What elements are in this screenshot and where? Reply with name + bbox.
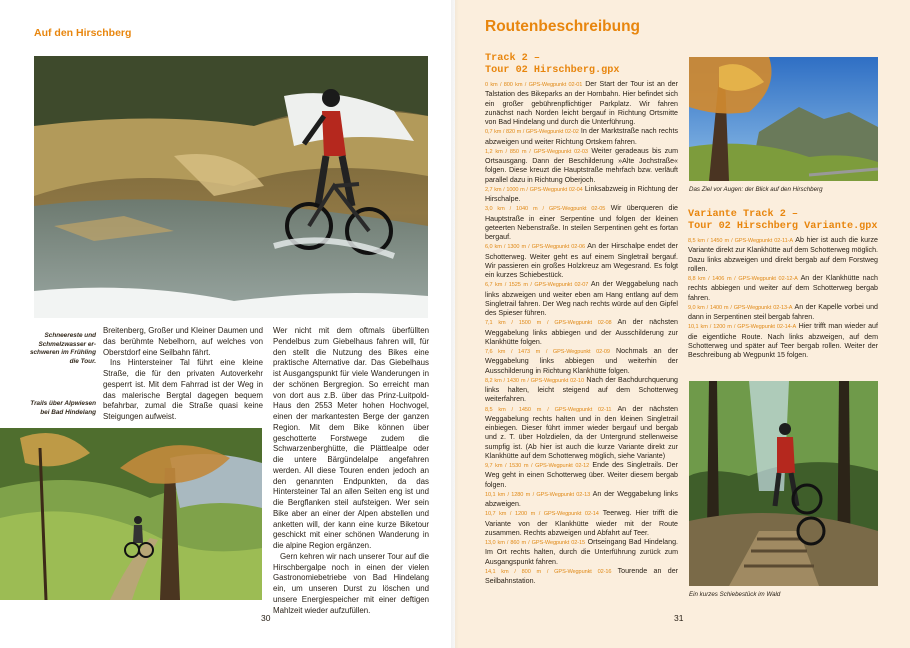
waypoint-entry [485, 204, 678, 242]
waypoint-entry [485, 509, 678, 538]
caption-trails [22, 400, 96, 417]
waypoint-entry [485, 567, 678, 587]
waypoint-text: Tourende an der Seilbahnstation. [485, 566, 678, 585]
track-title [485, 53, 695, 77]
waypoint-text: An der Weggabelung nach links abzweigen und weiter eben am Hang entlang auf dem Singletrail fahren. Der Weg nach rechts würde auf den Gipfel des Spieser führen. [485, 280, 678, 317]
waypoint-code: 1,2 km / 850 m / GPS-Wegpunkt 02-03 [485, 148, 588, 155]
waypoint-entry [485, 490, 678, 510]
waypoint-code: 14,1 km / 800 m / GPS-Wegpunkt 02-16 [485, 568, 612, 575]
waypoint-code: 13,0 km / 860 m / GPS-Wegpunkt 02-15 [485, 540, 586, 546]
caption-line: bei Bad Hindelang [40, 408, 96, 416]
waypoint-text: Hier trifft man wieder auf die eigentliche Route. Nach links abzweigen, auf dem Schotterweg und später auf Teer bergab rollen. Weiter der Beschreibung ab Wegpunkt 15 folgen. [688, 322, 878, 359]
waypoint-entry [688, 303, 878, 323]
waypoint-text: An der Kapelle vorbei und dann in Serpentinen steil bergab fahren. [688, 302, 878, 321]
right-page [455, 0, 910, 648]
waypoint-text: Linksabzweig in Richtung der Hirschalpe. [485, 184, 678, 203]
paragraph: Breitenberg, Großer und Kleiner Daumen und das berühmte Nebelhorn, auf welches von Oberstdorf eine Seilbahn fährt. [103, 326, 263, 357]
waypoint-entry [485, 538, 678, 567]
waypoint-text: Weiter geradeaus bis zum Ortsausgang. Dann der Beschilderung »Alte Jochstraße« folgen. Diese kreuzt die Hauptstraße mehrfach bzw. verläuft parallel dazu in Richtung Oberjoch. [485, 146, 678, 184]
variant-title-line: Variante Track 2 – [688, 209, 799, 220]
waypoint-code: 6,7 km / 1525 m / GPS-Wegpunkt 02-07 [485, 282, 589, 289]
waypoint-code: 10,7 km / 1200 m / GPS-Wegpunkt 02-14 [485, 511, 599, 518]
waypoint-text: An der Weggabelung links abzweigen. [485, 489, 678, 508]
waypoint-entry [688, 322, 878, 360]
caption-line: schweren im Frühling [29, 349, 96, 357]
waypoint-text: Der Start der Tour ist an der Talstation des Bikeparks an der Hornbahn. Hier befindet sich ein großer gebührenpflichtiger Parkplatz. Wir fahren zunächst nach Norden leicht bergauf in Richtung Ortsmitte von Bad Hindelang und durch die Unterführung. [485, 80, 678, 126]
waypoint-text: An der Klankhütte nach rechts abbiegen und weiter auf dem Schotterweg bergab fahren. [688, 274, 878, 302]
page-number: 31 [674, 613, 684, 623]
caption-line: Schmelzwasser er- [38, 340, 96, 348]
photo-hirschberg-view [689, 57, 878, 181]
waypoint-entry [485, 461, 678, 490]
waypoint-entry [485, 127, 678, 147]
track-title-line: Tour 02 Hirschberg.gpx [485, 65, 620, 76]
waypoint-entry [485, 280, 678, 318]
variant-description [688, 236, 878, 360]
waypoint-code: 10,1 km / 1280 m / GPS-Wegpunkt 02-13 [485, 491, 591, 498]
route-description [485, 80, 678, 586]
waypoint-text: In der Marktstraße nach rechts abzweigen und weiter Richtung Ortskern fahren. [485, 127, 678, 146]
photo-forest-push [689, 381, 878, 586]
waypoint-entry [485, 347, 678, 376]
caption-hirschberg: Das Ziel vor Augen: der Blick auf den Hirschberg [689, 186, 823, 193]
track-title-line: Track 2 – [485, 53, 541, 64]
waypoint-entry [688, 236, 878, 274]
caption-line: die Tour. [69, 357, 96, 365]
variant-title [688, 209, 888, 233]
waypoint-code: 0,7 km / 820 m / GPS-Wegpunkt 02-02 [485, 129, 579, 136]
waypoint-code: 8,8 km / 1406 m / GPS-Wegpunkt 02-12-A [688, 276, 798, 282]
waypoint-code: 3,0 km / 1040 m / GPS-Wegpunkt 02-05 [485, 206, 606, 213]
waypoint-code: 8,5 km / 1450 m / GPS-Wegpunkt 02-11-A [688, 238, 794, 244]
waypoint-code: 7,1 km / 1500 m / GPS-Wegpunkt 02-08 [485, 320, 612, 327]
waypoint-entry [485, 147, 678, 185]
gutter-shadow [451, 0, 459, 648]
caption-forest: Ein kurzes Schiebestück im Wald [689, 591, 781, 598]
running-head: Auf den Hirschberg [34, 27, 132, 39]
waypoint-text: An der nächsten Weggabelung links abbiegen und der Ausschilderung zur Klankhütte folgen. [485, 318, 678, 346]
photo-biker-stream [34, 56, 428, 318]
waypoint-code: 7,6 km / 1473 m / GPS-Wegpunkt 02-09 [485, 349, 610, 355]
waypoint-entry [485, 405, 678, 462]
waypoint-code: 8,2 km / 1430 m / GPS-Wegpunkt 02-10 [485, 377, 584, 384]
waypoint-text: Ab hier ist auch die kurze Variante direkt zur Klankhütte auf dem Schotterweg möglich. Dazu links abzweigen und direkt bergab auf dem Forstweg rollen. [688, 236, 878, 273]
page-title: Routenbeschreibung [485, 18, 641, 35]
paragraph: Wer nicht mit dem oftmals überfüllten Pendelbus zum Giebelhaus fahren will, für den stellt die Nutzung des Bikes eine praktische Alternative dar. Das Giebelhaus ist Ausgangspunkt für viele Wanderungen in der schönen Bergregion. So erreicht man von dort aus z.B. über das Prinz-Luitpold-Haus den 2553 Meter hohen Hochvogel, einen der markantesten Berge der ganzen Region. Mit dem Bike können über geschotterte Forstwege zudem die Schwarzenberghütte, die Plättlealpe oder die untere Bärgündelalpe angefahren werden. All diese Touren enden jedoch an den genannten Endpunkten, da das Hintersteiner Tal an allen Seiten eng ist und die Bergflanken steil aufsteigen. Wer sein Bike aber an einer der Alpen abstellen und anketten will, der kann eine kurze Biketour geschickt mit einer schönen Wanderung in die alpine Region ergänzen. [273, 326, 429, 550]
caption-line: Trails über Alpwiesen [30, 400, 96, 407]
waypoint-code: 9,7 km / 1530 m / GPS-Wegpunkt 02-12 [485, 463, 590, 469]
waypoint-text: An der Hirschalpe endet der Schotterweg. Weiter geht es auf einem Singletrail bergauf. Wir passieren ein großes Holzkreuz am Wegesrand. Es folgt ein kurzes Schiebestück. [485, 242, 678, 279]
waypoint-text: Teerweg. Hier trifft die Variante von der Klankhütte wieder mit der Route zusammen. Rechts abzweigen und Abfahrt auf Teer. [485, 509, 678, 537]
waypoint-entry [485, 185, 678, 205]
waypoint-code: 0 km / 800 km / GPS-Wegpunkt 02-01 [485, 82, 583, 88]
waypoint-text: Ende des Singletrails. Der Weg geht in einen Schotterweg über. Weiter diesem bergab folgen. [485, 461, 678, 489]
waypoint-text: Nach der Bachdurchquerung links halten, leicht steigend auf dem Schotterweg weiterfahren. [485, 375, 678, 404]
waypoint-code: 8,5 km / 1450 m / GPS-Wegpunkt 02-11 [485, 406, 612, 413]
waypoint-entry [485, 80, 678, 127]
variant-title-line: Tour 02 Hirschberg Variante.gpx [688, 221, 878, 232]
waypoint-entry [485, 376, 678, 405]
waypoint-entry [485, 242, 678, 280]
waypoint-text: Ortseingang Bad Hindelang. Im Ort rechts halten, durch die Unterführung zurück zum Ausgangspunkt fahren. [485, 538, 678, 566]
waypoint-code: 6,0 km / 1300 m / GPS-Wegpunkt 02-06 [485, 244, 586, 251]
waypoint-text: Nochmals an der Weggabelung links abbiegen und weiterhin der Ausschilderung in Richtung Klankhütte folgen. [485, 347, 678, 375]
waypoint-code: 9,0 km / 1400 m / GPS-Wegpunkt 02-13-A [688, 304, 793, 311]
body-column-1 [103, 326, 263, 423]
page-number: 30 [261, 613, 271, 623]
waypoint-entry [485, 318, 678, 347]
paragraph: Ins Hintersteiner Tal führt eine kleine Straße, die für den privaten Autoverkehr gesperrt ist. Mit dem Fahrrad ist der Weg in das malerische Bergtal dagegen bequem befahrbar, zumal die Straße quasi keine Steigungen aufweist. [103, 358, 263, 421]
caption-snow [22, 332, 96, 366]
waypoint-text: Wir überqueren die Hauptstraße in einer Serpentine und folgen der kleinen geteerten Nebenstraße. In steilen Serpentinen geht es fortan bergauf. [485, 204, 678, 241]
waypoint-text: An der nächsten Weggabelung rechts halten und in den kleinen Singletrail einbiegen. Dieser führt immer wieder bergauf und bergab und z. T. über Holzdielen, da der Untergrund stellenweise sumpfig ist. (Ab hier ist auch die kurze Variante direkt zur Klankhütte auf dem Schotterweg möglich, siehe Variante) [485, 404, 678, 460]
waypoint-code: 2,7 km / 1000 m / GPS-Wegpunkt 02-04 [485, 186, 583, 193]
paragraph: Gern kehren wir nach unserer Tour auf die Hirschbergalpe noch in einen der vielen Gastronomiebetriebe von Bad Hindelang ein, um unseren Durst zu löschen und unsere Energiespeicher mit einer deftigen Mahlzeit wieder aufzufüllen. [273, 551, 429, 615]
body-column-2 [273, 326, 429, 616]
photo-alpine-trail [0, 428, 262, 600]
caption-line: Schneereste und [44, 332, 96, 339]
waypoint-entry [688, 274, 878, 303]
waypoint-code: 10,1 km / 1200 m / GPS-Wegpunkt 02-14-A [688, 324, 797, 331]
